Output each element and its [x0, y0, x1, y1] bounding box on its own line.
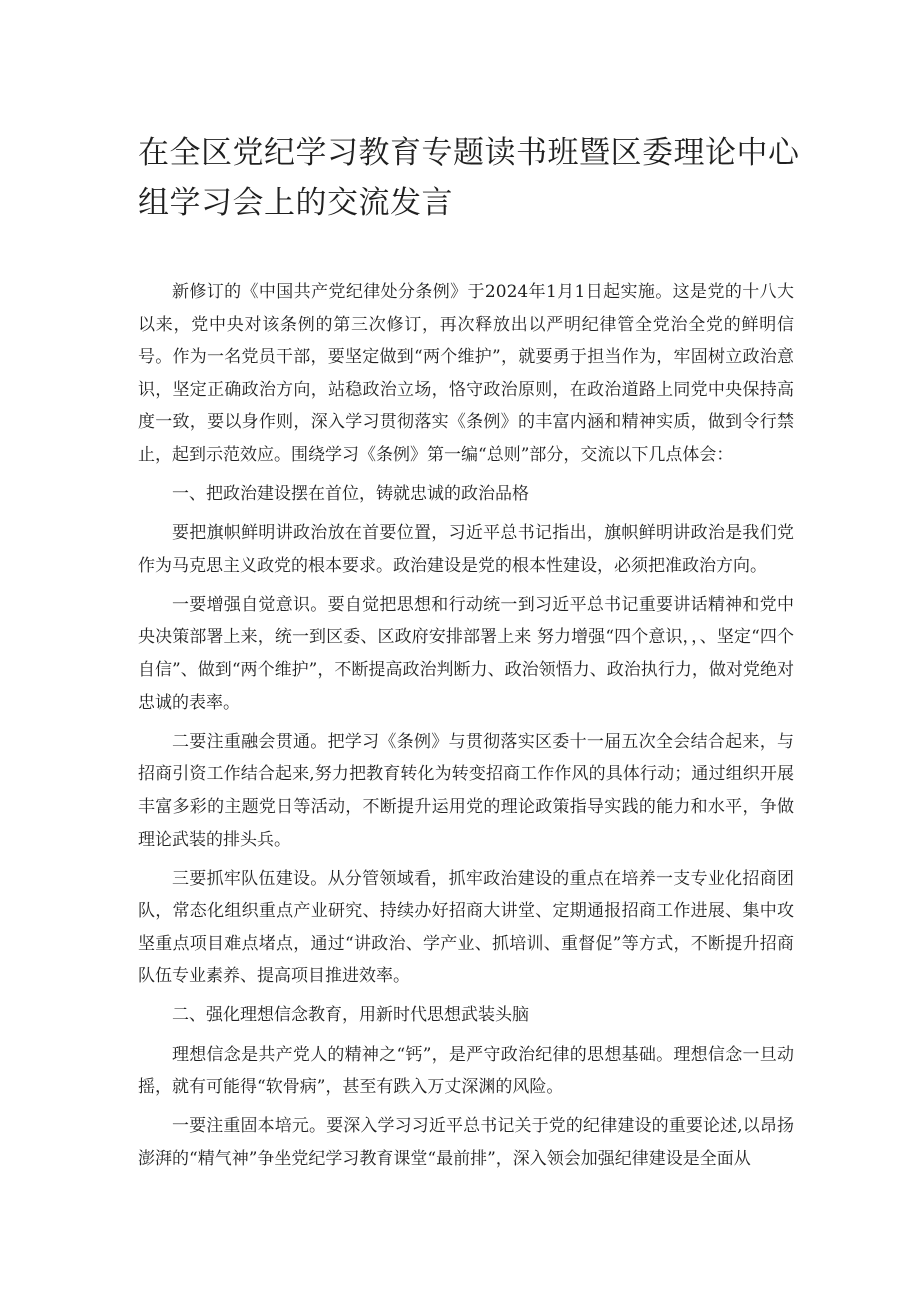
document-title: 在全区党纪学习教育专题读书班暨区委理论中心组学习会上的交流发言 — [138, 135, 800, 221]
body-paragraph: 理想信念是共产党人的精神之“钙”，是严守政治纪律的思想基础。理想信念一旦动摇，就有可能得“软骨病”，甚至有跌入万丈深渊的风险。 — [138, 1044, 794, 1098]
body-paragraph: 一要增强自觉意识。要自觉把思想和行动统一到习近平总书记重要讲话精神和党中央决策部署上来，统一到区委、区政府安排部署上来 努力增强“四个意识，，、坚定“四个自信”、做到“两个维护”，不断提高政治判断力、政治领悟力、政治执行力，做对党绝对忠诚的表率。 — [138, 594, 794, 713]
body-paragraph: 要把旗帜鲜明讲政治放在首要位置，习近平总书记指出，旗帜鲜明讲政治是我们党作为马克思主义政党的根本要求。政治建设是党的根本性建设，必须把准政治方向。 — [138, 523, 794, 576]
document-body — [138, 276, 794, 1182]
section-heading-1: 一、把政治建设摆在首位，铸就忠诚的政治品格 — [172, 484, 529, 505]
body-paragraph: 一要注重固本培元。要深入学习习近平总书记关于党的纪律建设的重要论述,以昂扬澎湃的“精气神”争坐党纪学习教育课堂“最前排”，深入领会加强纪律建设是全面从 — [138, 1116, 794, 1169]
body-paragraph: 二要注重融会贯通。把学习《条例》与贯彻落实区委十一届五次全会结合起来，与招商引资工作结合起来,努力把教育转化为转变招商工作作风的具体行动；通过组织开展丰富多彩的主题党日等活动，不断提升运用党的理论政策指导实践的能力和水平，争做理论武装的排头兵。 — [138, 731, 794, 850]
body-paragraph: 三要抓牢队伍建设。从分管领域看，抓牢政治建设的重点在培养一支专业化招商团队，常态化组织重点产业研究、持续办好招商大讲堂、定期通报招商工作进展、集中攻坚重点项目难点堵点，通过“讲政治、学产业、抓培训、重督促”等方式，不断提升招商队伍专业素养、提高项目推进效率。 — [138, 868, 794, 987]
section-heading-2: 二、强化理想信念教育，用新时代思想武装头脑 — [172, 1005, 529, 1026]
intro-paragraph: 新修订的《中国共产党纪律处分条例》于2024年1月1日起实施。这是党的十八大以来，党中央对该条例的第三次修订，再次释放出以严明纪律管全党治全党的鲜明信号。作为一名党员干部，要坚定做到“两个维护”，就要勇于担当作为，牢固树立政治意识，坚定正确政治方向，站稳政治立场，恪守政治原则，在政治道路上同党中央保持高度一致，要以身作则，深入学习贯彻落实《条例》的丰富内涵和精神实质，做到令行禁止，起到示范效应。围绕学习《条例》第一编“总则”部分，交流以下几点体会： — [138, 282, 794, 465]
